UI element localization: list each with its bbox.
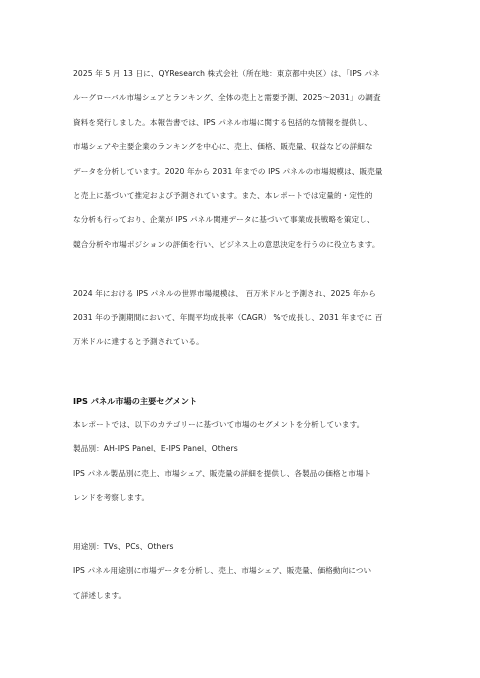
application-segment-label: 用途別：TVs、PCs、Others — [73, 542, 174, 552]
intro-line: 資料を発行しました。本報告書では、IPS パネル市場に関する包括的な情報を提供し、 — [73, 117, 373, 127]
application-segment-desc: て詳述します。 — [73, 590, 127, 600]
intro-paragraph — [73, 62, 413, 257]
product-segment-desc: IPS パネル製品別に売上、市場シェア、販売量の詳細を提供し、各製品の価格と市場ト — [73, 468, 372, 478]
paragraph-spacer — [73, 257, 413, 281]
segments-intro: 本レポートでは、以下のカテゴリーに基づいて市場のセグメントを分析しています。 — [73, 420, 365, 430]
intro-line: 2025 年 5 月 13 日に、QYResearch 株式会社（所在地：東京都中央区）は、「IPS パネ — [73, 69, 380, 78]
intro-line: データを分析しています。2020 年から 2031 年までの IPS パネルの市場規模は、販売量 — [73, 166, 383, 176]
intro-line: な分析も行っており、企業が IPS パネル関連データに基づいて事業成長戦略を策定し、 — [73, 215, 375, 225]
intro-line: 競合分析や市場ポジションの評価を行い、ビジネス上の意思決定を行うのに役立ちます。 — [73, 239, 380, 249]
market-size-paragraph — [73, 282, 413, 355]
section-heading: IPS パネル市場の主要セグメント — [73, 395, 198, 406]
product-segment-label: 製品別：AH-IPS Panel、E-IPS Panel、Others — [73, 444, 238, 454]
market-line: 2031 年の予測期間において、年間平均成長率（CAGR） %で成長し、2031 年までに 百 — [73, 312, 383, 322]
product-segment-desc: レンドを考察します。 — [73, 493, 150, 503]
market-line: 2024 年における IPS パネルの世界市場規模は、 百万米ドルと予測され、2025 年から — [73, 288, 376, 298]
application-segment-desc: IPS パネル用途別に市場データを分析し、売上、市場シェア、販売量、価格動向につい — [73, 566, 372, 576]
section-spacer — [73, 355, 413, 389]
segments-section — [73, 389, 413, 609]
document-body — [73, 62, 413, 608]
intro-line: 市場シェアや主要企業のランキングを中心に、売上、価格、販売量、収益などの詳細な — [73, 142, 373, 152]
intro-line: と売上に基づいて推定および予測されています。また、本レポートでは定量的・定性的 — [73, 190, 373, 200]
market-line: 万米ドルに達すると予測されている。 — [73, 337, 204, 347]
intro-line: ルーグローバル市場シェアとランキング、全体の売上と需要予測、2025～2031」の調査 — [73, 93, 381, 103]
paragraph-spacer — [73, 511, 413, 535]
